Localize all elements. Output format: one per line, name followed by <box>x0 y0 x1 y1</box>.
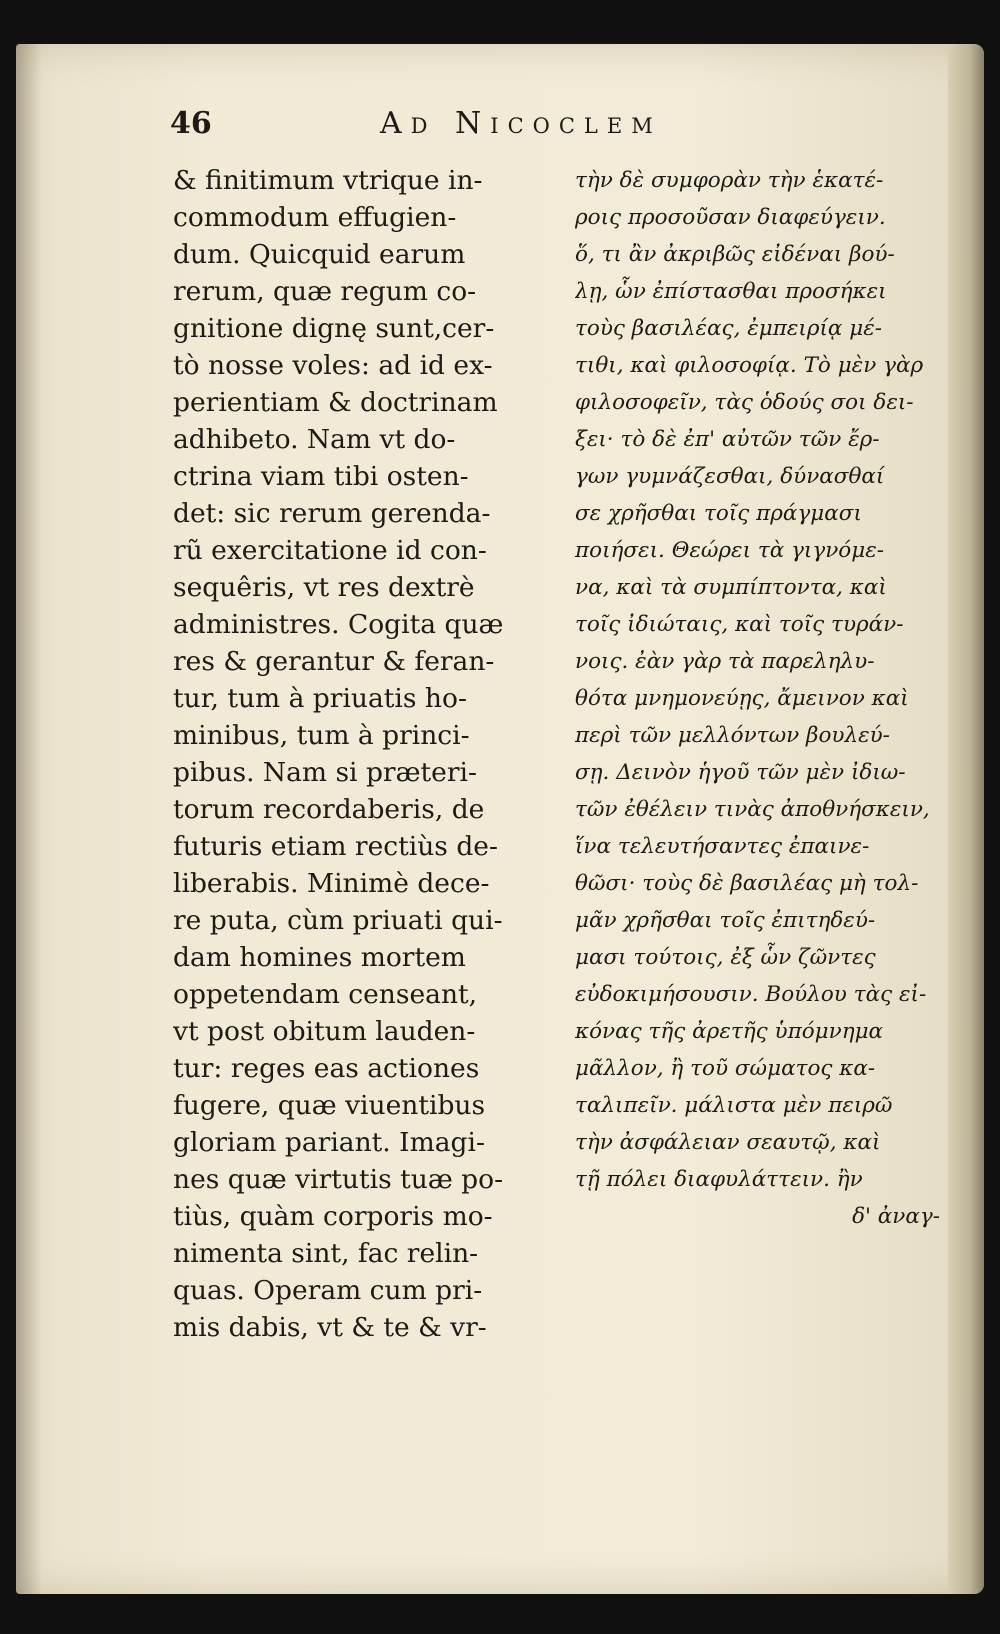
latin-text-line: re puta, cùm priuati qui- <box>173 905 503 936</box>
greek-text-line: φιλοσοφεῖν, τὰς ὁδούς σοι δει- <box>575 390 914 415</box>
latin-text-line: tiùs, quàm corporis mo- <box>173 1201 493 1232</box>
latin-text-line: dum. Quicquid earum <box>173 239 466 270</box>
greek-text-line: ὅ, τι ἂν ἀκριβῶς εἰδέναι βού- <box>575 242 895 267</box>
latin-text-line: gloriam pariant. Imagi- <box>173 1127 485 1158</box>
latin-text-line: administres. Cogita quæ <box>173 609 504 640</box>
greek-text-line: θῶσι· τοὺς δὲ βασιλέας μὴ τολ- <box>575 871 919 896</box>
latin-text-line: oppetendam censeant, <box>173 979 478 1010</box>
latin-text-line: res & gerantur & feran- <box>173 646 495 677</box>
greek-text-line: τῶν ἐθέλειν τινὰς ἀποθνήσκειν, <box>575 797 930 822</box>
latin-text-line: nimenta sint, fac relin- <box>173 1238 479 1269</box>
latin-text-line: sequêris, vt res dextrè <box>173 572 475 603</box>
latin-text-column <box>173 162 553 1346</box>
greek-text-line: τὴν δὲ συμφορὰν τὴν ἑκατέ- <box>575 168 884 193</box>
page-fore-edge <box>948 44 984 1594</box>
greek-text-line: κόνας τῆς ἀρετῆς ὑπόμνημα <box>575 1019 884 1044</box>
greek-text-line: νοις. ἐὰν γὰρ τὰ παρεληλυ- <box>575 649 875 674</box>
greek-text-line: τιθι, καὶ φιλοσοφίᾳ. Τὸ μὲν γὰρ <box>575 353 924 378</box>
latin-text-line: adhibeto. Nam vt do- <box>173 424 456 455</box>
latin-text-line: quas. Operam cum pri- <box>173 1275 483 1306</box>
greek-text-line: εὐδοκιμήσουσιν. Βούλου τὰς εἰ- <box>575 982 927 1007</box>
greek-text-line: τοῖς ἰδιώταις, καὶ τοῖς τυράν- <box>575 612 904 637</box>
greek-text-column <box>575 162 940 1235</box>
latin-text-line: futuris etiam rectiùs de- <box>173 831 498 862</box>
latin-text-line: rerum, quæ regum co- <box>173 276 477 307</box>
latin-text-line: det: sic rerum gerenda- <box>173 498 491 529</box>
latin-text-line: mis dabis, vt & te & vr- <box>173 1312 487 1343</box>
running-head-title: Ad Nicoclem <box>380 106 662 141</box>
greek-text-line: να, καὶ τὰ συμπίπτοντα, καὶ <box>575 575 887 600</box>
greek-text-line: ποιήσει. Θεώρει τὰ γιγνόμε- <box>575 538 884 563</box>
greek-text-line: ἵνα τελευτήσαντες ἐπαινε- <box>575 834 870 859</box>
latin-text-line: torum recordaberis, de <box>173 794 485 825</box>
latin-text-line: rũ exercitatione id con- <box>173 535 487 566</box>
latin-text-line: tur: reges eas actiones <box>173 1053 480 1084</box>
latin-text-line: gnitione dignę sunt,cer- <box>173 313 495 344</box>
greek-text-line: θότα μνημονεύῃς, ἄμεινον καὶ <box>575 686 909 711</box>
greek-text-line: μᾶν χρῆσθαι τοῖς ἐπιτηδεύ- <box>575 908 876 933</box>
latin-text-line: minibus, tum à princi- <box>173 720 470 751</box>
latin-text-line: & finitimum vtrique in- <box>173 165 483 196</box>
page-number: 46 <box>170 106 212 141</box>
latin-text-line: tur, tum à priuatis ho- <box>173 683 467 714</box>
latin-text-line: dam homines mortem <box>173 942 466 973</box>
greek-text-line: τοὺς βασιλέας, ἐμπειρίᾳ μέ- <box>575 316 883 341</box>
greek-text-line: λῃ, ὧν ἐπίστασθαι προσήκει <box>575 279 887 304</box>
greek-text-line: ξει· τὸ δὲ ἐπ' αὐτῶν τῶν ἔρ- <box>575 427 880 452</box>
latin-text-line: perientiam & doctrinam <box>173 387 498 418</box>
greek-text-line: τὴν ἀσφάλειαν σεαυτῷ, καὶ <box>575 1130 881 1155</box>
latin-text-line: vt post obitum lauden- <box>173 1016 476 1047</box>
greek-text-line: μασι τούτοις, ἐξ ὧν ζῶντες <box>575 945 876 970</box>
greek-text-line: ταλιπεῖν. μάλιστα μὲν πειρῶ <box>575 1093 893 1118</box>
greek-text-line: περὶ τῶν μελλόντων βουλεύ- <box>575 723 890 748</box>
greek-text-line: τῇ πόλει διαφυλάττειν. ἢν <box>575 1167 863 1192</box>
greek-text-line: σε χρῆσθαι τοῖς πράγμασι <box>575 501 862 526</box>
greek-text-line: ροις προσοῦσαν διαφεύγειν. <box>575 205 886 230</box>
latin-text-line: pibus. Nam si præteri- <box>173 757 477 788</box>
gutter-shadow <box>16 44 42 1594</box>
greek-text-line: μᾶλλον, ἢ τοῦ σώματος κα- <box>575 1056 876 1081</box>
latin-text-line: ctrina viam tibi osten- <box>173 461 469 492</box>
latin-text-line: liberabis. Minimè dece- <box>173 868 490 899</box>
greek-text-line: σῃ. Δεινὸν ἡγοῦ τῶν μὲν ἰδιω- <box>575 760 906 785</box>
greek-text-line: γων γυμνάζεσθαι, δύνασθαί <box>575 464 885 489</box>
latin-text-line: tò nosse voles: ad id ex- <box>173 350 493 381</box>
latin-text-line: fugere, quæ viuentibus <box>173 1090 486 1121</box>
latin-text-line: commodum effugien- <box>173 202 457 233</box>
latin-text-line: nes quæ virtutis tuæ po- <box>173 1164 504 1195</box>
greek-text-line: δ' ἀναγ- <box>852 1204 940 1229</box>
